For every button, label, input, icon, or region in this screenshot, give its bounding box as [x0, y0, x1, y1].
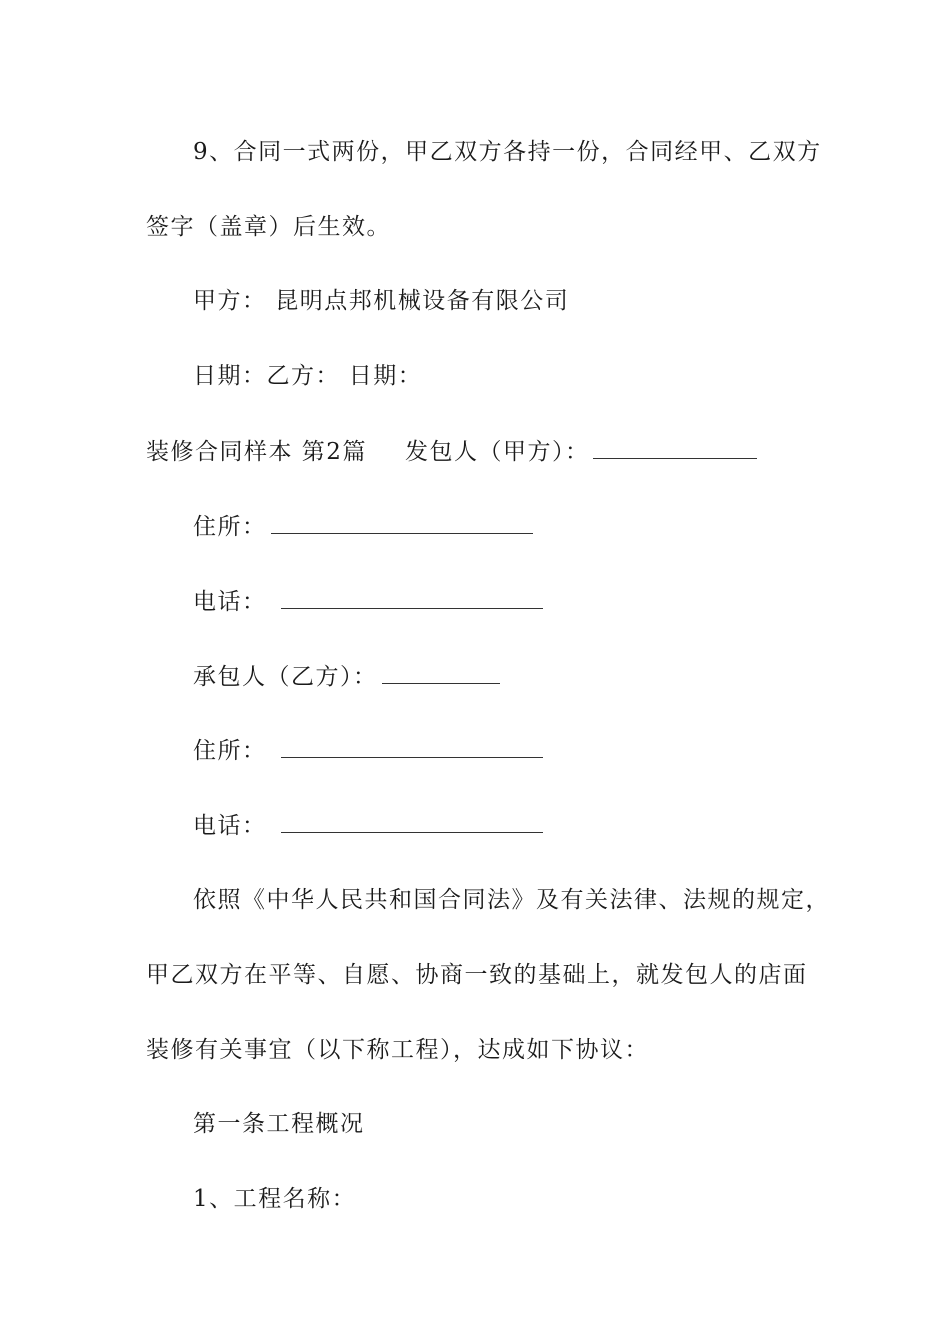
phone-1-label: 电话： — [193, 589, 267, 615]
article-1-title: 第一条工程概况 — [193, 1111, 365, 1137]
section-title: 装修合同样本 第2篇 — [146, 439, 367, 465]
phone-2-label: 电话： — [193, 813, 267, 839]
clause-9-line-2: 签字（盖章）后生效。 — [146, 214, 391, 240]
address-2-line — [193, 735, 873, 765]
address-1-blank — [271, 511, 533, 534]
address-1-line — [193, 511, 873, 541]
employer-blank — [593, 436, 757, 459]
section-heading-line — [146, 436, 826, 466]
phone-1-line — [193, 586, 873, 616]
clause-9-line-1: 9、合同一式两份，甲乙双方各持一份，合同经甲、乙双方 — [193, 139, 822, 165]
intro-line-3: 装修有关事宜（以下称工程），达成如下协议： — [146, 1037, 649, 1063]
address-1-label: 住所： — [193, 514, 267, 540]
dates-line: 日期：乙方： 日期： — [193, 363, 423, 389]
contractor-label: 承包人（乙方）： — [193, 664, 378, 690]
item-1-project-name: 1、工程名称： — [193, 1186, 357, 1212]
phone-2-blank — [281, 810, 543, 833]
party-a-line: 甲方： 昆明点邦机械设备有限公司 — [193, 288, 570, 314]
address-2-label: 住所： — [193, 738, 267, 764]
contractor-line — [193, 661, 873, 691]
intro-line-2: 甲乙双方在平等、自愿、协商一致的基础上，就发包人的店面 — [146, 962, 808, 988]
contractor-blank — [382, 661, 500, 684]
employer-label: 发包人（甲方）： — [404, 439, 590, 465]
phone-1-blank — [281, 586, 543, 609]
address-2-blank — [281, 735, 543, 758]
intro-line-1: 依照《中华人民共和国合同法》及有关法律、法规的规定， — [193, 887, 830, 913]
phone-2-line — [193, 810, 873, 840]
